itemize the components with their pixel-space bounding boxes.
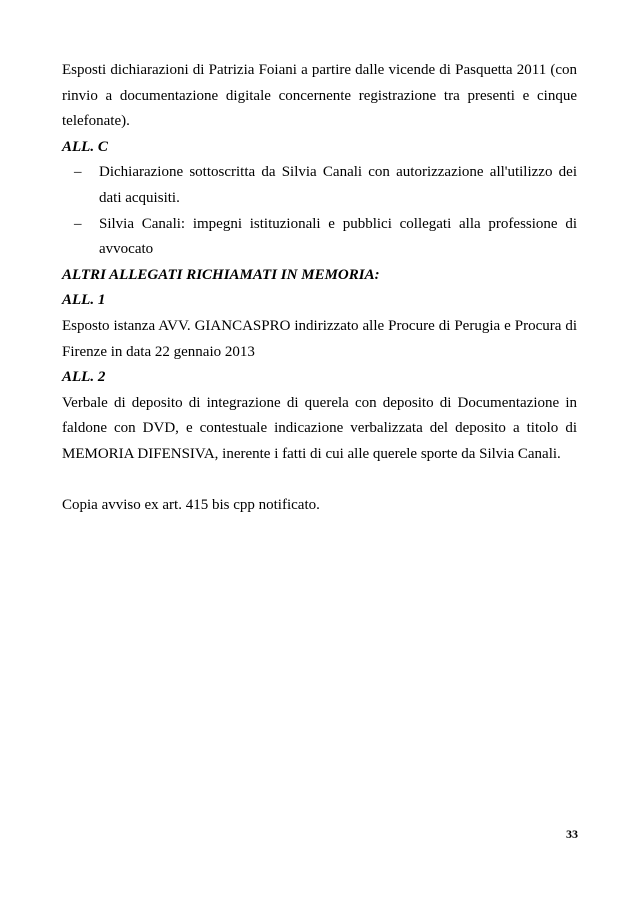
list-item-text: Silvia Canali: impegni istituzionali e pubblici collegati alla professione di avvocato [99,215,577,258]
page-number: 33 [566,827,578,841]
heading-all-c: ALL. C [62,138,108,155]
list-item [62,160,577,211]
all-2-paragraph: Verbale di deposito di integrazione di querela con deposito di Documentazione in faldone con DVD, e contestuale indicazione verbalizzata del deposito a titolo di MEMORIA DIFENSIVA, inerente i fatti di cui alle querele sporte da Silvia Canali. [62,394,577,462]
blank-line [62,468,577,494]
all-1-paragraph: Esposto istanza AVV. GIANCASPRO indirizzato alle Procure di Perugia e Procura di Firenze in data 22 gennaio 2013 [62,317,577,360]
heading-altri-allegati: ALTRI ALLEGATI RICHIAMATI IN MEMORIA: [62,266,380,283]
copia-avviso-paragraph: Copia avviso ex art. 415 bis cpp notificato. [62,497,320,514]
esposti-paragraph: Esposti dichiarazioni di Patrizia Foiani a partire dalle vicende di Pasquetta 2011 (con rinvio a documentazione digitale concernente registrazione tra presenti e cinque telefonate). [62,62,577,130]
list-item-text: Dichiarazione sottoscritta da Silvia Canali con autorizzazione all'utilizzo dei dati acquisiti. [99,164,577,206]
all-c-list [62,160,577,262]
dash-bullet: – [74,164,82,181]
heading-all-2: ALL. 2 [62,369,106,386]
document-body [62,58,577,519]
heading-all-1: ALL. 1 [62,292,106,309]
dash-bullet: – [74,215,82,232]
list-item [62,212,577,263]
